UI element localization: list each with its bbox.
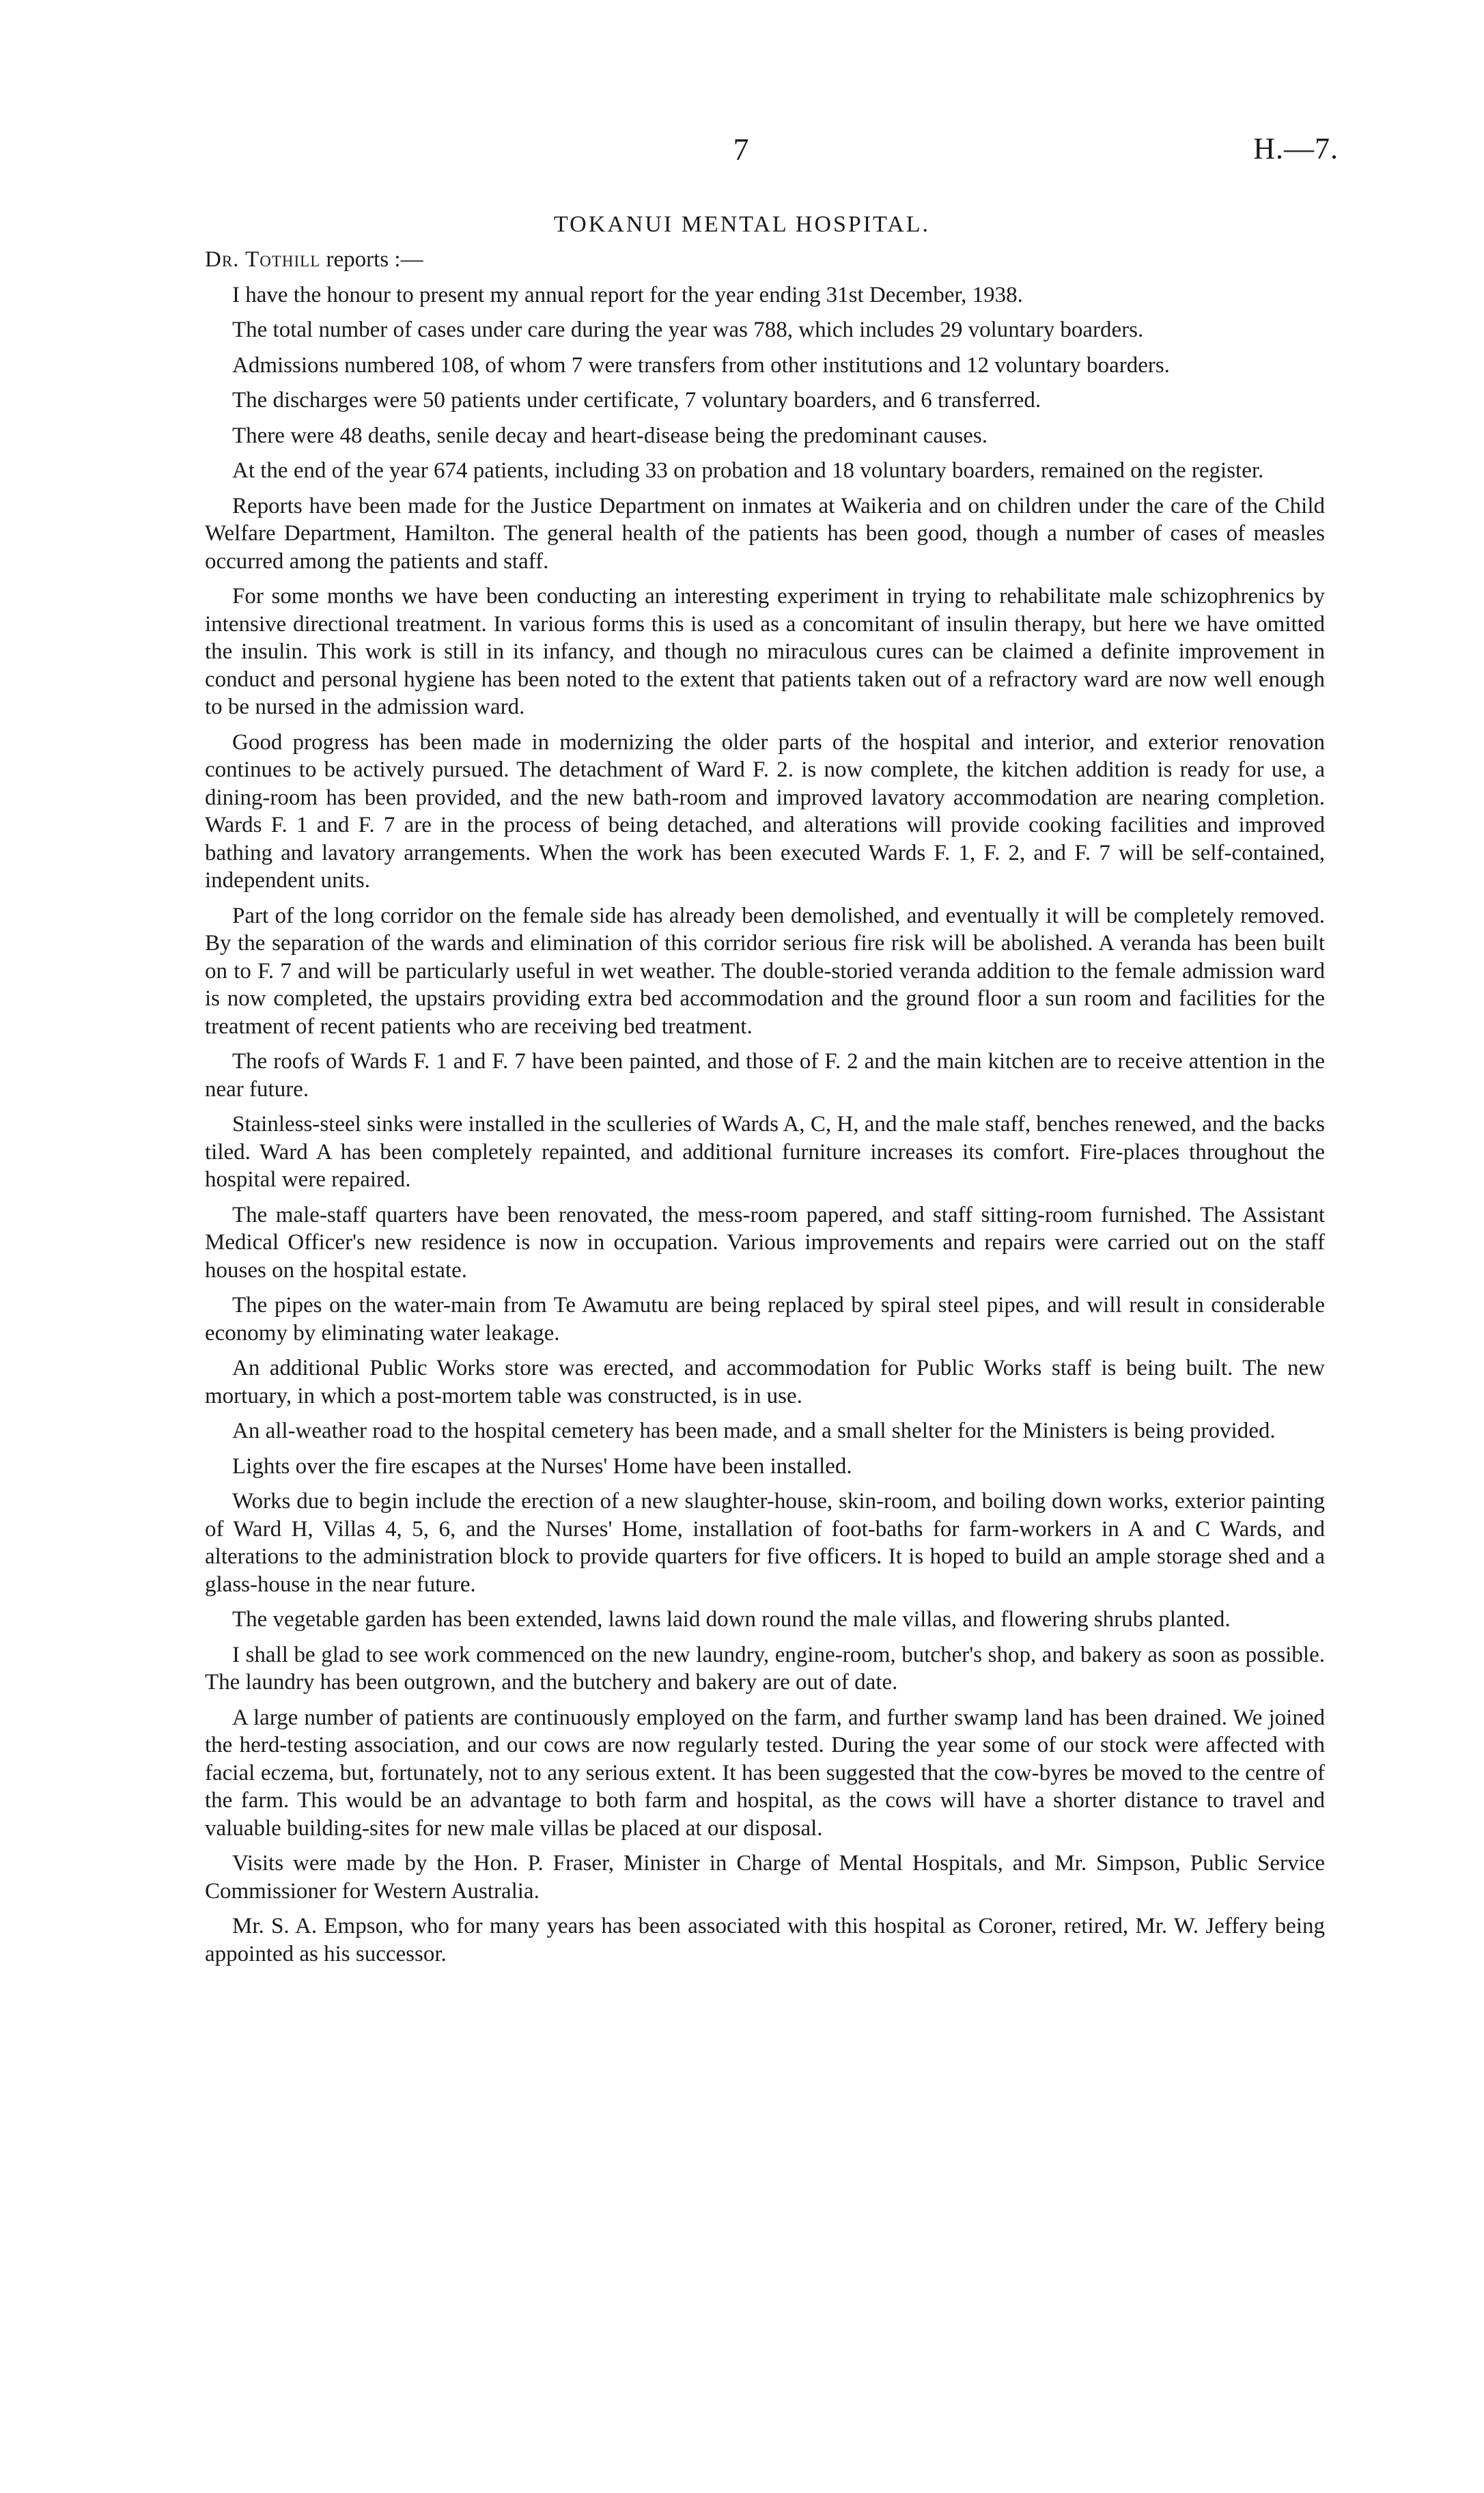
paragraph: There were 48 deaths, senile decay and heart-disease being the predominant causes. bbox=[232, 423, 988, 448]
paragraph: Works due to begin include the erection of a new slaughter-house, skin-room, and boiling down works, exterior painting of Ward H, Villas 4, 5, 6, and the Nurses' Home, installation of foot-baths for farm-workers in A and C Wards, and alterations to the administration block to provide quarters for five officers. It is hoped to build an ample storage shed and a glass-house in the near future. bbox=[205, 1489, 1325, 1597]
paragraph: Good progress has been made in modernizing the older parts of the hospital and interior, and exterior renovation continues to be actively pursued. The detachment of Ward F. 2. is now complete, the kitchen addition is ready for use, a dining-room has been provided, and the new bath-room and improved lavatory accommodation are nearing completion. Wards F. 1 and F. 7 are in the process of being detached, and alterations will provide cooking facilities and improved bathing and lavatory arrangements. When the work has been executed Wards F. 1, F. 2, and F. 7 will be self-contained, independent units. bbox=[205, 729, 1325, 893]
paragraph: At the end of the year 674 patients, including 33 on probation and 18 voluntary boarders, remained on the register. bbox=[232, 458, 1264, 483]
paragraph: I shall be glad to see work commenced on the new laundry, engine-room, butcher's shop, and bakery as soon as possible. The laundry has been outgrown, and the butchery and bakery are out of date. bbox=[205, 1642, 1325, 1695]
paragraph: Mr. S. A. Empson, who for many years has been associated with this hospital as Coroner, retired, Mr. W. Jeffery being appointed as his successor. bbox=[205, 1914, 1325, 1966]
paragraph: Part of the long corridor on the female side has already been demolished, and eventually it will be completely removed. By the separation of the wards and elimination of this corridor serious fire risk will be abolished. A veranda has been built on to F. 7 and will be particularly useful in wet weather. The double-storied veranda addition to the female admission ward is now completed, the upstairs providing extra bed accommodation and the ground floor a sun room and facilities for the treatment of recent patients who are receiving bed treatment. bbox=[205, 903, 1325, 1039]
paragraph: An additional Public Works store was erected, and accommodation for Public Works staff is being built. The new mortuary, in which a post-mortem table was constructed, is in use. bbox=[205, 1356, 1325, 1408]
report-intro bbox=[205, 246, 1325, 274]
paragraph: Admissions numbered 108, of whom 7 were transfers from other institutions and 12 voluntary boarders. bbox=[232, 352, 1170, 378]
paragraph: Stainless-steel sinks were installed in the sculleries of Wards A, C, H, and the male staff, benches renewed, and the backs tiled. Ward A has been completely repainted, and additional furniture increases its comfort. Fire-places throughout the hospital were repaired. bbox=[205, 1112, 1325, 1192]
paragraph: Reports have been made for the Justice Department on inmates at Waikeria and on children under the care of the Child Welfare Department, Hamilton. The general health of the patients has been good, though a number of cases of measles occurred among the patients and staff. bbox=[205, 493, 1325, 574]
paragraph: For some months we have been conducting an interesting experiment in trying to rehabilitate male schizophrenics by intensive directional treatment. In various forms this is used as a concomitant of insulin therapy, but here we have omitted the insulin. This work is still in its infancy, and though no miraculous cures can be claimed a definite improvement in conduct and personal hygiene has been noted to the extent that patients taken out of a refractory ward are now well enough to be nursed in the admission ward. bbox=[205, 584, 1325, 719]
paragraph: The roofs of Wards F. 1 and F. 7 have been painted, and those of F. 2 and the main kitchen are to receive attention in the near future. bbox=[205, 1049, 1325, 1102]
intro-suffix: reports :— bbox=[320, 247, 423, 272]
paragraph: The total number of cases under care during the year was 788, which includes 29 voluntary boarders. bbox=[232, 318, 1144, 342]
paragraph: The male-staff quarters have been renovated, the mess-room papered, and staff sitting-room furnished. The Assistant Medical Officer's new residence is now in occupation. Various improvements and repairs were carried out on the staff houses on the hospital estate. bbox=[205, 1202, 1325, 1283]
document-code: H.—7. bbox=[1253, 132, 1339, 165]
reporter-name: Dr. Tothill bbox=[205, 247, 321, 272]
report-body bbox=[205, 246, 1325, 1975]
report-title: TOKANUI MENTAL HOSPITAL. bbox=[553, 212, 931, 237]
paragraph: An all-weather road to the hospital cemetery has been made, and a small shelter for the Ministers is being provided. bbox=[232, 1419, 1276, 1443]
paragraph: The vegetable garden has been extended, lawns laid down round the male villas, and flowering shrubs planted. bbox=[232, 1607, 1231, 1632]
paragraph: The pipes on the water-main from Te Awamutu are being replaced by spiral steel pipes, and will result in considerable economy by eliminating water leakage. bbox=[205, 1293, 1325, 1346]
page-number: 7 bbox=[733, 132, 749, 167]
paragraph: I have the honour to present my annual report for the year ending 31st December, 1938. bbox=[232, 282, 1023, 307]
paragraph: A large number of patients are continuously employed on the farm, and further swamp land has been drained. We joined the herd-testing association, and our cows are now regularly tested. During the year some of our stock were affected with facial eczema, but, fortunately, not to any serious extent. It has been suggested that the cow-byres be moved to the centre of the farm. This would be an advantage to both farm and hospital, as the cows will have a shorter distance to travel and valuable building-sites for new male villas be placed at our disposal. bbox=[205, 1705, 1325, 1841]
paragraph: Visits were made by the Hon. P. Fraser, Minister in Charge of Mental Hospitals, and Mr. Simpson, Public Service Commissioner for Western Australia. bbox=[205, 1851, 1325, 1904]
paragraph: Lights over the fire escapes at the Nurses' Home have been installed. bbox=[232, 1453, 852, 1479]
paragraph: The discharges were 50 patients under certificate, 7 voluntary boarders, and 6 transferred. bbox=[232, 388, 1041, 413]
